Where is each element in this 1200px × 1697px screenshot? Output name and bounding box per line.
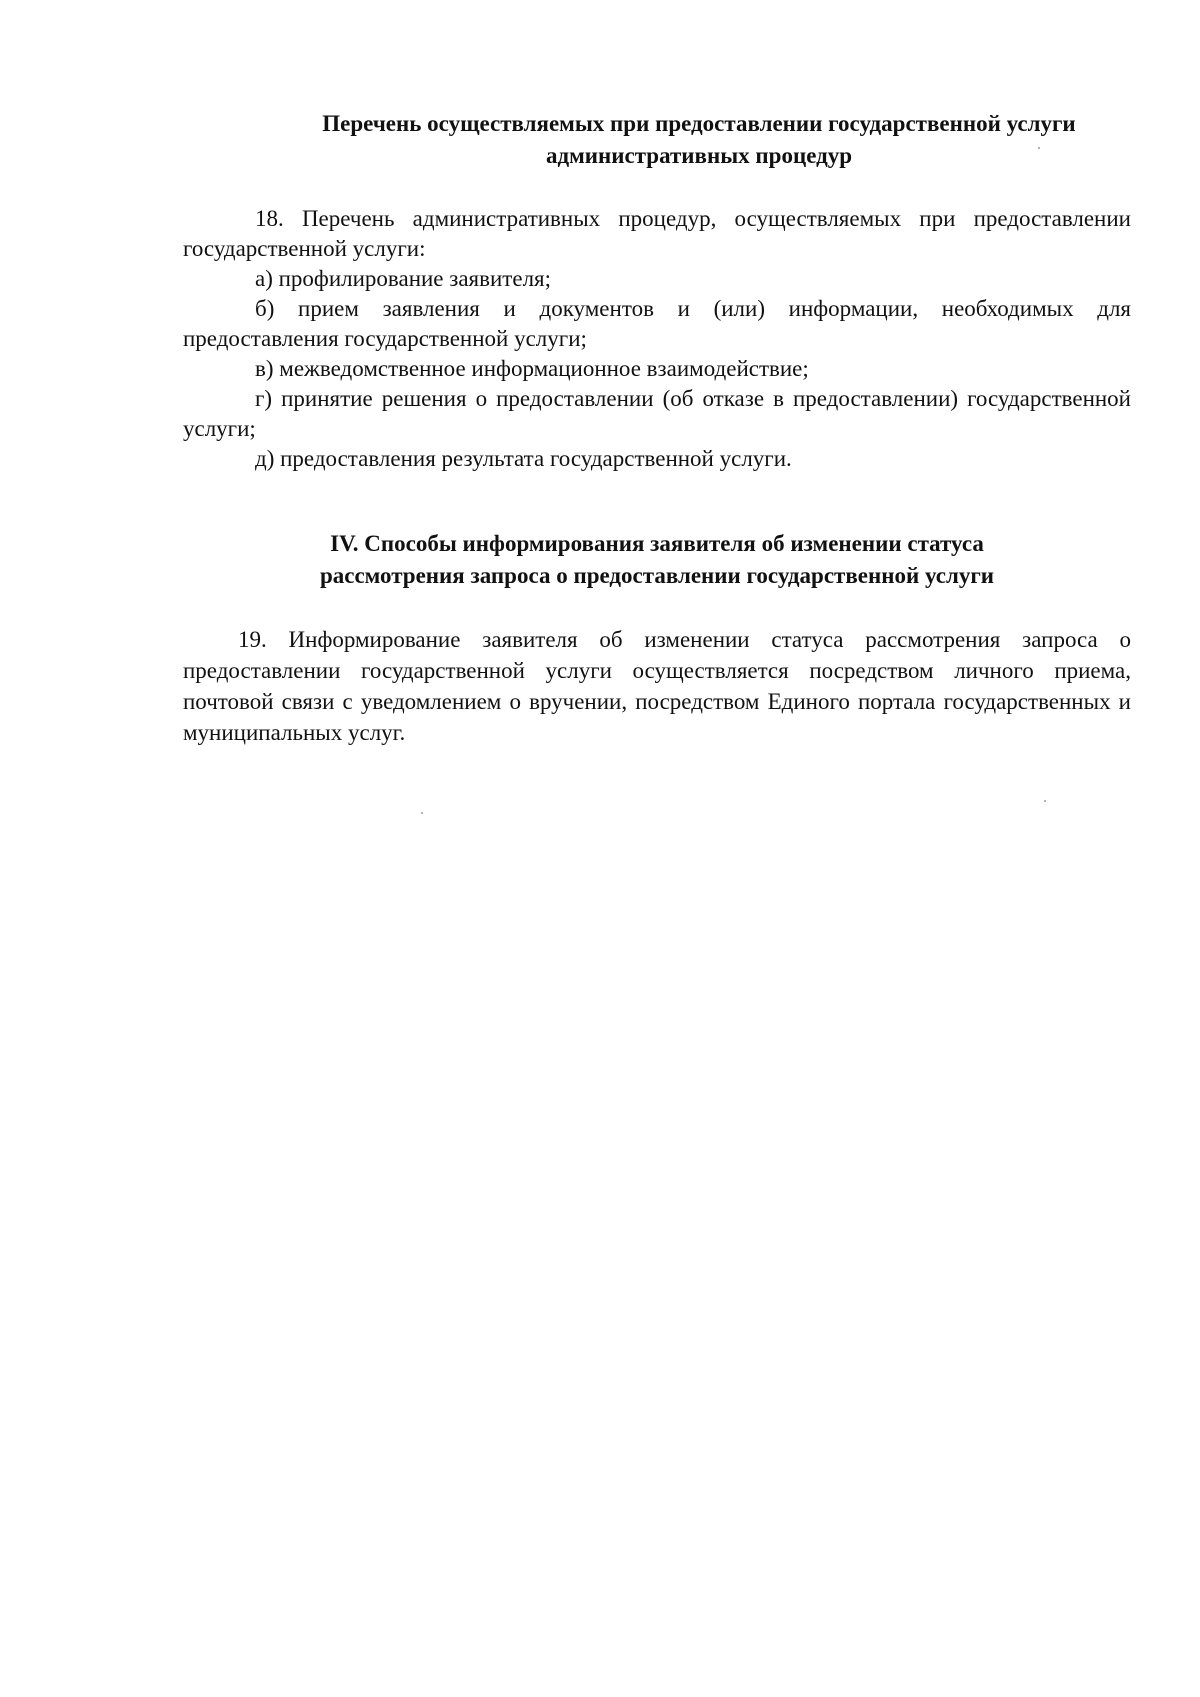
informing-block (183, 624, 1131, 748)
list-item: а) профилирование заявителя; (255, 266, 552, 291)
list-item: в) межведомственное информационное взаимодействие; (255, 356, 809, 381)
section-heading-iv (183, 528, 1131, 592)
document-content (183, 108, 1131, 748)
heading-line: административных процедур (545, 143, 853, 168)
scan-speck (1038, 147, 1040, 149)
paragraph-18: 18. Перечень административных процедур, осуществляемых при предоставлении государственной услуги: (183, 206, 1131, 261)
scan-speck (1044, 800, 1046, 802)
procedures-list-block (183, 204, 1131, 474)
list-item: б) прием заявления и документов и (или) информации, необходимых для предоставления государственной услуги; (183, 296, 1131, 351)
paragraph-19: 19. Информирование заявителя об изменении статуса рассмотрения запроса о предоставлении государственной услуги осуществляется посредством личного приема, почтовой связи с уведомлением о вручении, посредством Единого портала государственных и муниципальных услуг. (183, 627, 1131, 745)
list-item: д) предоставления результата государственной услуги. (255, 446, 792, 471)
section-heading-procedures (263, 108, 1135, 172)
heading-line: IV. Способы информирования заявителя об изменении статуса (330, 531, 984, 556)
heading-line: Перечень осуществляемых при предоставлении государственной услуги (322, 111, 1076, 136)
heading-line: рассмотрения запроса о предоставлении государственной услуги (319, 563, 995, 588)
list-item: г) принятие решения о предоставлении (об отказе в предоставлении) государственной услуги; (183, 386, 1131, 441)
scan-speck (421, 812, 423, 814)
